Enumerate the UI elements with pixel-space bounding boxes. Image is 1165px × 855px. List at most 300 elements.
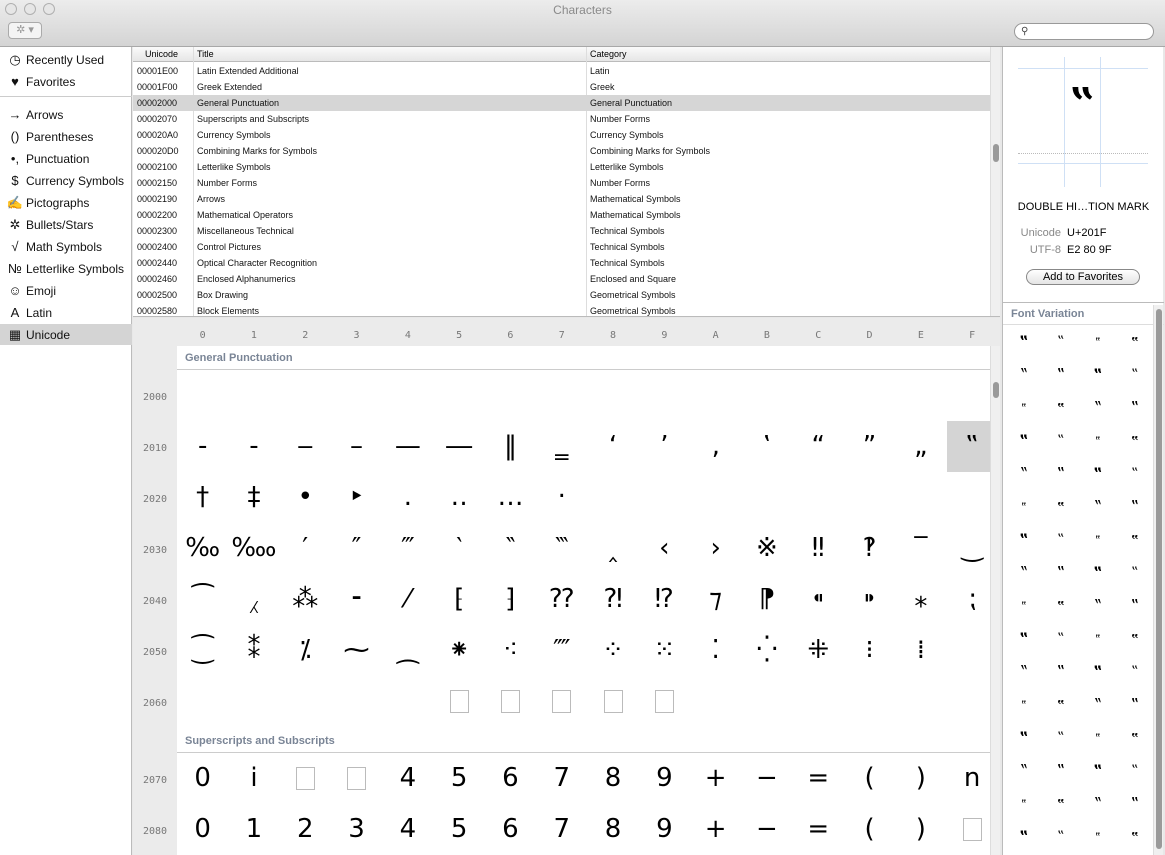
- character-cell[interactable]: [844, 804, 895, 855]
- character-cell[interactable]: [280, 625, 331, 676]
- character-cell[interactable]: [690, 676, 741, 727]
- character-cell[interactable]: [331, 472, 382, 523]
- character-cell[interactable]: [587, 804, 638, 855]
- character-cell[interactable]: [280, 676, 331, 727]
- character-cell[interactable]: [741, 804, 792, 855]
- character-cell[interactable]: [639, 804, 690, 855]
- character-cell[interactable]: [331, 625, 382, 676]
- character-cell[interactable]: [895, 676, 946, 727]
- character-cell[interactable]: [485, 523, 536, 574]
- table-row[interactable]: [133, 111, 990, 127]
- character-cell[interactable]: [587, 523, 638, 574]
- character-cell[interactable]: [382, 574, 433, 625]
- character-cell[interactable]: [793, 421, 844, 472]
- character-glyph: ⁂: [292, 584, 319, 614]
- font-variation-glyph[interactable]: ‟: [1131, 533, 1139, 548]
- character-cell[interactable]: [639, 753, 690, 804]
- table-row[interactable]: [133, 79, 990, 95]
- character-glyph: 9: [656, 763, 673, 793]
- character-cell[interactable]: [331, 753, 382, 804]
- table-row[interactable]: [133, 159, 990, 175]
- search-input[interactable]: [1014, 23, 1154, 40]
- font-variation-glyph[interactable]: ‟: [1057, 829, 1065, 845]
- character-cell[interactable]: [947, 370, 991, 421]
- column-label: 0: [199, 330, 206, 341]
- table-row[interactable]: [133, 175, 990, 191]
- font-variation-glyph[interactable]: ‟: [1093, 367, 1103, 383]
- sidebar-item-emoji[interactable]: [0, 280, 132, 301]
- font-variation-glyph[interactable]: ‟: [1093, 664, 1103, 680]
- character-cell[interactable]: [690, 804, 741, 855]
- numero-icon: №: [8, 261, 22, 276]
- sidebar-item-letterlike-symbols[interactable]: [0, 258, 132, 279]
- table-row[interactable]: [133, 191, 990, 207]
- font-variation-glyph[interactable]: ‟: [1056, 664, 1066, 680]
- character-cell[interactable]: [434, 574, 485, 625]
- character-glyph: ‿: [961, 533, 983, 563]
- font-variation-glyph[interactable]: ‟: [1130, 598, 1140, 614]
- column-label: D: [866, 330, 873, 341]
- sidebar-item-unicode[interactable]: [0, 324, 132, 345]
- character-cell[interactable]: [895, 472, 946, 523]
- scroll-thumb[interactable]: [1156, 309, 1162, 849]
- character-cell[interactable]: [793, 753, 844, 804]
- font-variation-glyph[interactable]: ‟: [1019, 334, 1029, 350]
- table-row[interactable]: [133, 287, 990, 303]
- font-variation-glyph[interactable]: ‟: [1021, 697, 1027, 713]
- scroll-thumb[interactable]: [993, 144, 999, 162]
- table-row[interactable]: [133, 255, 990, 271]
- character-cell[interactable]: [382, 421, 433, 472]
- font-variation-glyph[interactable]: ‟: [1131, 565, 1139, 581]
- table-row[interactable]: [133, 271, 990, 287]
- character-cell[interactable]: [587, 472, 638, 523]
- character-cell[interactable]: [177, 625, 228, 676]
- character-cell[interactable]: [895, 523, 946, 574]
- cell-category: Combining Marks for Symbols: [590, 146, 711, 156]
- font-variation-glyph[interactable]: ‟: [1093, 697, 1103, 713]
- font-variation-glyph[interactable]: ‟: [1093, 796, 1103, 812]
- table-row[interactable]: [133, 63, 990, 79]
- font-variation-glyph[interactable]: ‟: [1095, 532, 1101, 548]
- character-cell[interactable]: [177, 676, 228, 727]
- character-cell[interactable]: [434, 625, 485, 676]
- character-cell[interactable]: [947, 574, 991, 625]
- font-variation-glyph[interactable]: ‟: [1019, 367, 1029, 383]
- character-cell[interactable]: [947, 676, 991, 727]
- table-row[interactable]: [133, 223, 990, 239]
- character-cell[interactable]: [947, 804, 991, 855]
- character-cell[interactable]: [382, 370, 433, 421]
- character-glyph: =: [807, 763, 830, 793]
- font-variation-glyph[interactable]: ‟: [1057, 631, 1065, 647]
- font-variation-glyph[interactable]: ‟: [1057, 797, 1065, 812]
- font-variation-glyph[interactable]: ‟: [1095, 334, 1101, 350]
- character-cell[interactable]: [382, 753, 433, 804]
- font-variation-glyph[interactable]: ‟: [1093, 763, 1103, 779]
- character-cell[interactable]: [639, 625, 690, 676]
- character-cell[interactable]: [793, 676, 844, 727]
- character-cell[interactable]: [844, 625, 895, 676]
- font-variation-glyph[interactable]: ‟: [1057, 698, 1065, 713]
- character-cell[interactable]: [485, 804, 536, 855]
- font-variation-glyph[interactable]: ‟: [1095, 730, 1101, 746]
- font-variation-glyph[interactable]: ‟: [1131, 731, 1139, 746]
- font-variation-glyph[interactable]: ‟: [1056, 763, 1066, 779]
- character-cell[interactable]: [895, 625, 946, 676]
- character-glyph: ⁝: [865, 635, 874, 665]
- sidebar-item-math-symbols[interactable]: [0, 236, 132, 257]
- table-row[interactable]: [133, 207, 990, 223]
- font-variation-glyph[interactable]: ‟: [1095, 631, 1101, 647]
- font-variation-glyph[interactable]: ‟: [1057, 599, 1065, 614]
- character-cell[interactable]: [228, 421, 279, 472]
- font-variation-glyph[interactable]: ‟: [1019, 829, 1029, 845]
- font-variation-glyph[interactable]: ‟: [1093, 400, 1103, 416]
- font-variation-glyph[interactable]: ‟: [1130, 796, 1140, 812]
- cell-unicode: 000020A0: [137, 130, 179, 140]
- font-variation-glyph[interactable]: ‟: [1019, 565, 1029, 581]
- character-cell[interactable]: [485, 370, 536, 421]
- sidebar-item-pictographs[interactable]: [0, 192, 132, 213]
- character-glyph: ⁘: [602, 635, 624, 665]
- character-name: DOUBLE HI…TION MARK: [1017, 201, 1150, 213]
- character-cell[interactable]: [228, 625, 279, 676]
- table-scrollbar[interactable]: [990, 47, 1000, 317]
- character-cell[interactable]: [434, 753, 485, 804]
- character-cell[interactable]: [382, 472, 433, 523]
- character-cell[interactable]: [434, 472, 485, 523]
- character-cell[interactable]: [895, 574, 946, 625]
- character-cell[interactable]: [844, 753, 895, 804]
- character-cell[interactable]: [177, 472, 228, 523]
- character-cell[interactable]: [741, 676, 792, 727]
- font-variation-glyph[interactable]: ‟: [1057, 401, 1065, 416]
- column-label: 8: [610, 330, 617, 341]
- character-cell[interactable]: [331, 370, 382, 421]
- character-cell[interactable]: [793, 370, 844, 421]
- cell-unicode: 00002150: [137, 178, 178, 188]
- character-cell[interactable]: [228, 523, 279, 574]
- window-title: Characters: [553, 3, 612, 17]
- font-variation-glyph[interactable]: ‟: [1057, 730, 1065, 746]
- font-variation-glyph[interactable]: ‟: [1021, 499, 1027, 515]
- character-cell[interactable]: [741, 472, 792, 523]
- column-label: 7: [558, 330, 565, 341]
- character-cell[interactable]: [485, 472, 536, 523]
- sidebar-item-label: Math Symbols: [26, 240, 103, 254]
- font-variation-glyph[interactable]: ‟: [1095, 829, 1101, 845]
- font-variation-glyph[interactable]: ‟: [1057, 532, 1065, 548]
- column-label: 3: [353, 330, 360, 341]
- col-title[interactable]: Title: [197, 49, 214, 59]
- font-variation-glyph[interactable]: ‟: [1019, 730, 1029, 746]
- character-cell[interactable]: [280, 523, 331, 574]
- sidebar-item-favorites[interactable]: [0, 71, 132, 92]
- character-cell[interactable]: [793, 625, 844, 676]
- character-glyph: ―: [446, 431, 473, 461]
- character-cell[interactable]: [690, 574, 741, 625]
- font-variation-glyph[interactable]: ‟: [1019, 532, 1029, 548]
- character-glyph: ‛: [762, 431, 772, 461]
- character-glyph: ‽: [862, 533, 877, 563]
- character-cell[interactable]: [382, 676, 433, 727]
- character-cell[interactable]: [895, 753, 946, 804]
- font-variation-glyph[interactable]: ‟: [1093, 565, 1103, 581]
- font-variation-glyph[interactable]: ‟: [1093, 499, 1103, 515]
- character-glyph: ‗: [555, 431, 569, 461]
- sidebar-item-punctuation[interactable]: [0, 148, 132, 169]
- font-variation-glyph[interactable]: ‟: [1019, 466, 1029, 482]
- character-cell[interactable]: [280, 574, 331, 625]
- character-cell[interactable]: [947, 472, 991, 523]
- row-label: 2050: [142, 647, 168, 658]
- arrow-icon: →: [8, 107, 22, 122]
- cell-unicode: 00002400: [137, 242, 178, 252]
- sidebar-item-currency-symbols[interactable]: [0, 170, 132, 191]
- character-cell[interactable]: [228, 574, 279, 625]
- character-cell[interactable]: [587, 625, 638, 676]
- column-label: A: [712, 330, 719, 341]
- character-cell[interactable]: [587, 574, 638, 625]
- character-cell[interactable]: [793, 574, 844, 625]
- character-cell[interactable]: [536, 753, 587, 804]
- font-variation-glyph[interactable]: ‟: [1093, 466, 1103, 482]
- missing-glyph-box: [450, 690, 469, 713]
- character-cell[interactable]: [536, 421, 587, 472]
- character-glyph: ⁇: [549, 584, 574, 614]
- font-variation-glyph[interactable]: ‟: [1019, 631, 1029, 647]
- character-cell[interactable]: [947, 523, 991, 574]
- font-variation-glyph[interactable]: ‟: [1095, 433, 1101, 449]
- preview-glyph: ‟: [1070, 79, 1096, 130]
- grid-scrollbar[interactable]: [990, 346, 1000, 855]
- font-variation-glyph[interactable]: ‟: [1057, 433, 1065, 449]
- column-label: F: [969, 330, 976, 341]
- font-variation-glyph[interactable]: ‟: [1057, 334, 1065, 350]
- character-cell[interactable]: [587, 370, 638, 421]
- col-category[interactable]: Category: [590, 49, 627, 59]
- cell-category: Number Forms: [590, 178, 651, 188]
- character-cell[interactable]: [844, 370, 895, 421]
- character-cell[interactable]: [741, 625, 792, 676]
- character-cell[interactable]: [844, 421, 895, 472]
- character-glyph: ‑: [249, 431, 259, 461]
- gear-icon[interactable]: ✲ ▾: [8, 22, 42, 39]
- character-glyph: +: [704, 814, 727, 844]
- font-variation-glyph[interactable]: ‟: [1057, 500, 1065, 515]
- character-cell[interactable]: [741, 421, 792, 472]
- character-cell[interactable]: [690, 753, 741, 804]
- sidebar-item-bullets-stars[interactable]: [0, 214, 132, 235]
- font-variation-glyph[interactable]: ‟: [1131, 367, 1139, 383]
- character-cell[interactable]: [280, 804, 331, 855]
- character-cell[interactable]: [280, 472, 331, 523]
- character-cell[interactable]: [382, 804, 433, 855]
- font-variation-glyph[interactable]: ‟: [1019, 433, 1029, 449]
- character-cell[interactable]: [536, 804, 587, 855]
- character-cell[interactable]: [485, 574, 536, 625]
- character-cell[interactable]: [485, 421, 536, 472]
- character-glyph: 2: [296, 814, 314, 844]
- character-cell[interactable]: [895, 421, 946, 472]
- character-cell[interactable]: [947, 421, 991, 472]
- character-cell[interactable]: [793, 523, 844, 574]
- scroll-thumb[interactable]: [993, 382, 999, 398]
- table-row[interactable]: [133, 95, 990, 111]
- character-cell[interactable]: [280, 421, 331, 472]
- character-cell[interactable]: [639, 523, 690, 574]
- character-cell[interactable]: [587, 676, 638, 727]
- character-cell[interactable]: [536, 523, 587, 574]
- character-cell[interactable]: [947, 753, 991, 804]
- col-unicode[interactable]: Unicode: [145, 49, 179, 59]
- character-cell[interactable]: [331, 421, 382, 472]
- character-cell[interactable]: [690, 421, 741, 472]
- font-variation-glyph[interactable]: ‟: [1131, 434, 1139, 449]
- font-variation-glyph[interactable]: ‟: [1130, 499, 1140, 515]
- character-cell[interactable]: [895, 804, 946, 855]
- character-cell[interactable]: [536, 676, 587, 727]
- character-cell[interactable]: [793, 804, 844, 855]
- table-row[interactable]: [133, 127, 990, 143]
- character-cell[interactable]: [741, 370, 792, 421]
- cell-unicode: 00002000: [137, 98, 178, 108]
- character-cell[interactable]: [434, 421, 485, 472]
- character-glyph: ‧: [557, 482, 566, 512]
- character-cell[interactable]: [331, 804, 382, 855]
- character-cell[interactable]: [844, 472, 895, 523]
- character-cell[interactable]: [690, 523, 741, 574]
- font-variation-glyph[interactable]: ‟: [1131, 664, 1139, 680]
- font-variation-glyph[interactable]: ‟: [1056, 466, 1066, 482]
- sidebar-item-recently-used[interactable]: [0, 49, 132, 70]
- character-cell[interactable]: [639, 574, 690, 625]
- character-cell[interactable]: [228, 472, 279, 523]
- font-variation-glyph[interactable]: ‟: [1021, 400, 1027, 416]
- character-cell[interactable]: [844, 574, 895, 625]
- character-glyph: ⁆: [505, 584, 516, 614]
- character-cell[interactable]: [434, 370, 485, 421]
- character-cell[interactable]: [895, 370, 946, 421]
- missing-glyph-box: [347, 767, 366, 790]
- sidebar-item-latin[interactable]: [0, 302, 132, 323]
- character-glyph: ⁁: [250, 584, 258, 614]
- character-cell[interactable]: [382, 625, 433, 676]
- character-cell[interactable]: [331, 676, 382, 727]
- font-variation-glyph[interactable]: ‟: [1131, 763, 1139, 779]
- character-cell[interactable]: [536, 625, 587, 676]
- font-variation-scrollbar[interactable]: [1153, 305, 1163, 855]
- font-variation-glyph[interactable]: ‟: [1131, 632, 1139, 647]
- character-cell[interactable]: [434, 523, 485, 574]
- character-cell[interactable]: [228, 753, 279, 804]
- character-cell[interactable]: [587, 753, 638, 804]
- font-variation-glyph[interactable]: ‟: [1019, 664, 1029, 680]
- character-cell[interactable]: [741, 753, 792, 804]
- character-cell[interactable]: [434, 676, 485, 727]
- character-cell[interactable]: [228, 370, 279, 421]
- character-cell[interactable]: [485, 753, 536, 804]
- character-cell[interactable]: [177, 574, 228, 625]
- character-cell[interactable]: [177, 753, 228, 804]
- character-cell[interactable]: [434, 804, 485, 855]
- character-cell[interactable]: [690, 370, 741, 421]
- character-cell[interactable]: [331, 523, 382, 574]
- character-cell[interactable]: [331, 574, 382, 625]
- character-glyph: ⁞: [916, 635, 925, 665]
- character-cell[interactable]: [639, 676, 690, 727]
- character-cell[interactable]: [177, 421, 228, 472]
- font-variation-glyph[interactable]: ‟: [1056, 367, 1066, 383]
- row-label: 2020: [142, 494, 168, 505]
- character-cell[interactable]: [690, 472, 741, 523]
- font-variation-glyph[interactable]: ‟: [1131, 335, 1139, 350]
- character-cell[interactable]: [741, 574, 792, 625]
- character-cell[interactable]: [177, 370, 228, 421]
- table-row[interactable]: [133, 303, 990, 317]
- character-cell[interactable]: [177, 523, 228, 574]
- table-row[interactable]: [133, 143, 990, 159]
- character-glyph: ⁋: [758, 584, 776, 614]
- title-bar: [0, 0, 1165, 47]
- font-variation-glyph[interactable]: ‟: [1093, 598, 1103, 614]
- font-variation-glyph[interactable]: ‟: [1019, 763, 1029, 779]
- smiley-icon: ☺: [8, 283, 22, 298]
- character-cell[interactable]: [536, 370, 587, 421]
- character-glyph: ‷: [554, 533, 569, 563]
- character-cell[interactable]: [639, 472, 690, 523]
- character-glyph: ⁅: [454, 584, 465, 614]
- character-cell[interactable]: [228, 804, 279, 855]
- character-cell[interactable]: [485, 676, 536, 727]
- star-icon: ✲: [9, 217, 21, 232]
- character-cell[interactable]: [741, 523, 792, 574]
- character-cell[interactable]: [536, 472, 587, 523]
- section-header: General Punctuation: [177, 347, 990, 370]
- table-row[interactable]: [133, 239, 990, 255]
- character-cell[interactable]: [280, 753, 331, 804]
- character-cell[interactable]: [947, 625, 991, 676]
- character-glyph: ⁚: [711, 635, 720, 665]
- character-cell[interactable]: [639, 421, 690, 472]
- font-variation-glyph[interactable]: ‟: [1021, 796, 1027, 812]
- character-cell[interactable]: [844, 523, 895, 574]
- sidebar-item-arrows[interactable]: [0, 104, 132, 125]
- font-variation-glyph[interactable]: ‟: [1130, 697, 1140, 713]
- font-variation-glyph[interactable]: ‟: [1131, 830, 1139, 845]
- character-cell[interactable]: [485, 625, 536, 676]
- character-cell[interactable]: [587, 421, 638, 472]
- font-variation-glyph[interactable]: ‟: [1130, 400, 1140, 416]
- font-variation-glyph[interactable]: ‟: [1056, 565, 1066, 581]
- character-cell[interactable]: [844, 676, 895, 727]
- character-cell[interactable]: [793, 472, 844, 523]
- font-variation-glyph[interactable]: ‟: [1021, 598, 1027, 614]
- character-cell[interactable]: [536, 574, 587, 625]
- character-cell[interactable]: [177, 804, 228, 855]
- character-cell[interactable]: [280, 370, 331, 421]
- character-cell[interactable]: [382, 523, 433, 574]
- character-cell[interactable]: [228, 676, 279, 727]
- sidebar-item-parentheses[interactable]: [0, 126, 132, 147]
- character-cell[interactable]: [690, 625, 741, 676]
- font-variation-glyph[interactable]: ‟: [1131, 466, 1139, 482]
- character-cell[interactable]: [639, 370, 690, 421]
- add-to-favorites-button[interactable]: Add to Favorites: [1026, 269, 1140, 285]
- unicode-label: Unicode: [1020, 227, 1061, 239]
- cell-unicode: 00002070: [137, 114, 178, 124]
